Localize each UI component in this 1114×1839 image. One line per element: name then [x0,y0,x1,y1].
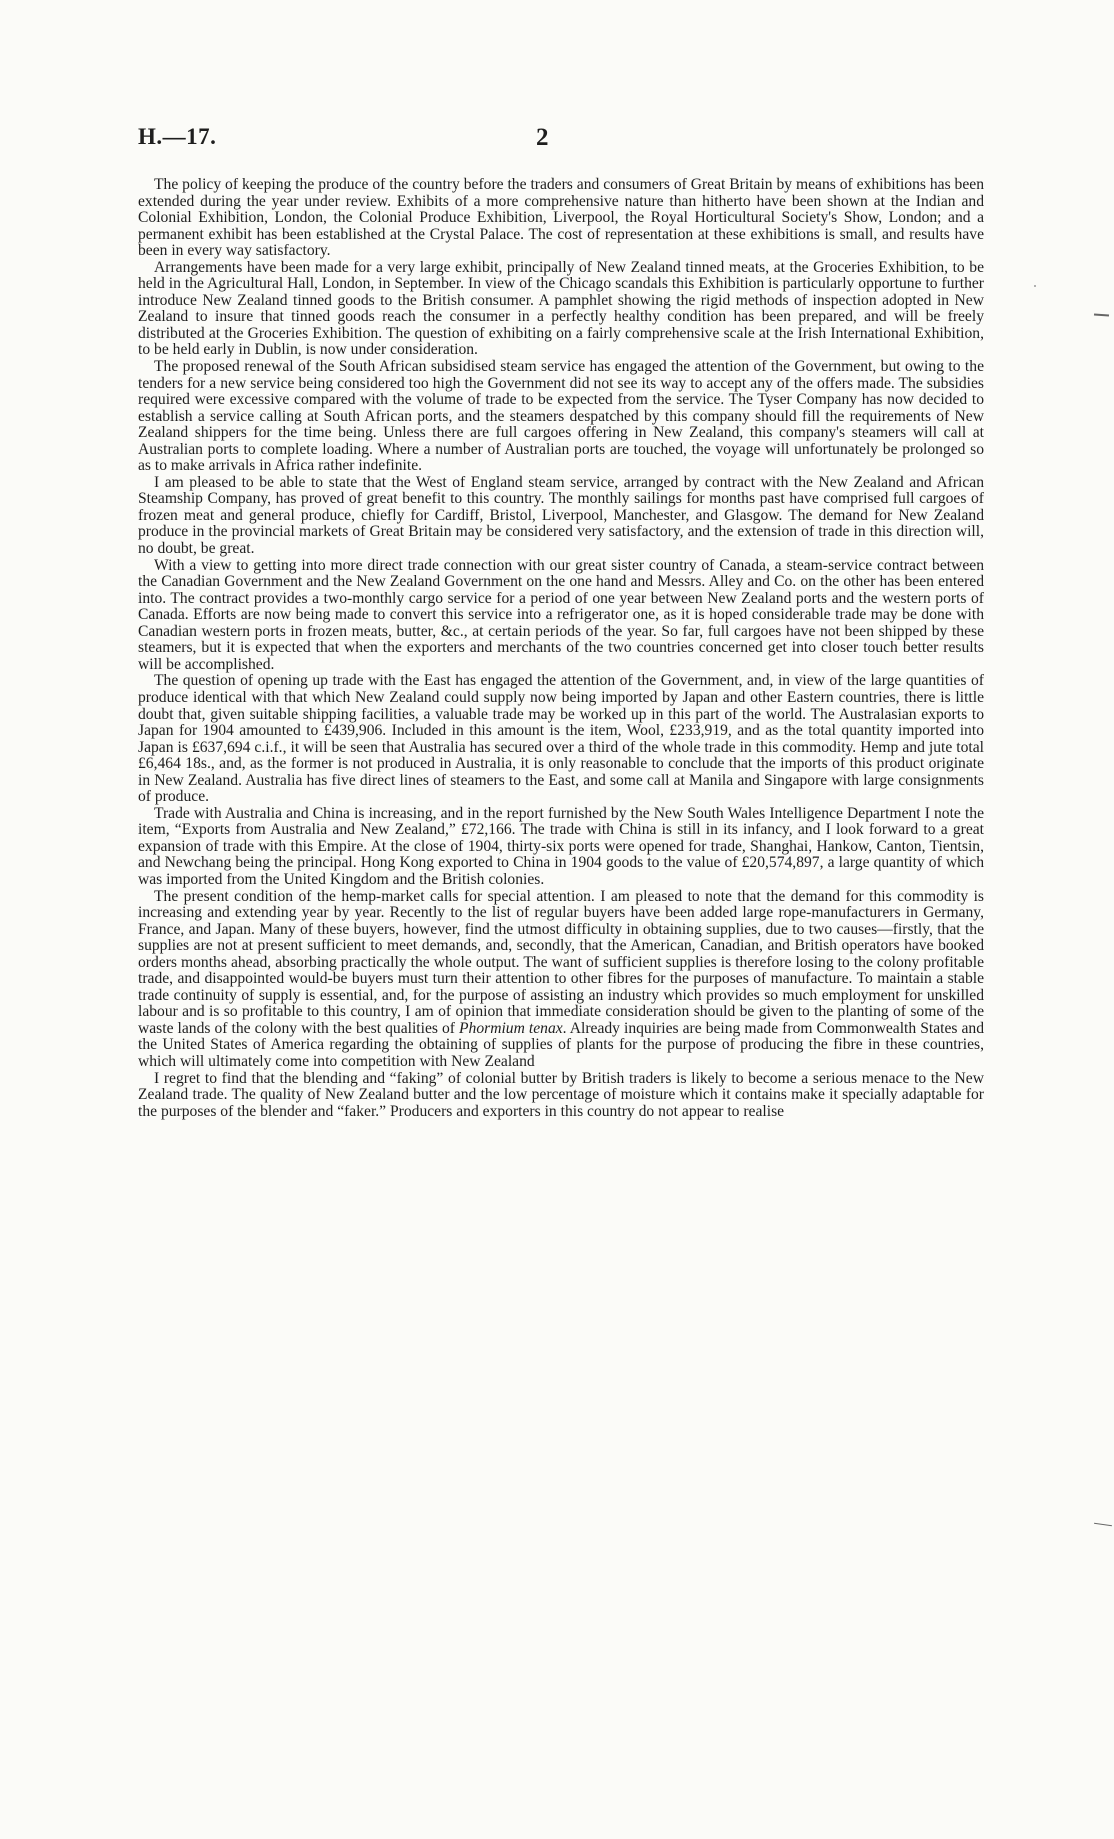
margin-mark [1094,1523,1112,1526]
paragraph-butter-faking: I regret to find that the blending and “faking” of colonial butter by British traders is likely to become a serious menace to the New Zealand trade. The quality of New Zealand butter and the low percentage of moisture which it contains make it specially adaptable for the purposes of the blender and “faker.” Producers and exporters in this country do not appear to realise [138,1069,984,1120]
margin-speck [1034,285,1036,287]
paragraph-canada-service: With a view to getting into more direct trade connection with our great sister country of Canada, a steam-service contract between the Canadian Government and the New Zealand Government on the one hand and Messrs. Alley and Co. on the other has been entered into. The contract provides a two-monthly cargo service for a period of one year between New Zealand ports and the western ports of Canada. Efforts are now being made to convert this service into a refrigerator one, as it is hoped considerable trade may be done with Canadian western ports in frozen meats, butter, &c., at certain periods of the year. So far, full cargoes have not been shipped by these steamers, but it is expected that when the exporters and merchants of the two countries concerned get into closer touch better results will be accomplished. [138,556,984,673]
hemp-text-end: . Already inquiries are being made from Commonwealth States and the United States of America regarding the obtaining of supplies of plants for the purpose of producing the fibre in these countries, which will ultimately come into competition with New Zealand [138,1019,984,1070]
hemp-text-start: The present condition of the hemp-market calls for special attention. I am pleased to note that the demand for this commodity is increasing and extending year by year. Recently to the list of regular buyers have been added large rope-manufacturers in Germany, France, and Japan. Many of these buyers, however, find the utmost difficulty in obtaining supplies, due to two causes—firstly, that the supplies are not at present sufficient to meet demands, and, secondly, that the American, Canadian, and British operators have booked orders months ahead, absorbing practically the whole output. The want of sufficient supplies is therefore losing to the colony profitable trade, and disappointed would-be buyers must turn their attention to other fibres for the purposes of manufacture. To maintain a stable trade continuity of supply is essential, and, for the purpose of assisting an industry which provides so much employment for unskilled labour and is so profitable to this country, I am of opinion that immediate consideration should be given to the planting of some of the waste lands of the colony with the best qualities of [138,887,984,1037]
margin-mark [1094,313,1109,316]
page-number: 2 [536,124,549,151]
paragraph-west-of-england-service: I am pleased to be able to state that the West of England steam service, arranged by contract with the New Zealand and African Steamship Company, has proved of great benefit to this country. The monthly sailings for months past have comprised full cargoes of frozen meat and general produce, chiefly for Cardiff, Bristol, Liverpool, Manchester, and Glasgow. The demand for New Zealand produce in the provincial markets of Great Britain may be considered very satisfactory, and the extension of trade in this direction will, no doubt, be great. [138,473,984,558]
species-name: Phormium tenax [459,1019,563,1037]
paragraph-groceries-exhibition: Arrangements have been made for a very large exhibit, principally of New Zealand tinned meats, at the Groceries Exhibition, to be held in the Agricultural Hall, London, in September. In view of the Chicago scandals this Exhibition is particularly opportune to further introduce New Zealand tinned goods to the British consumer. A pamphlet showing the rigid methods of inspection adopted in New Zealand to insure that tinned goods reach the consumer in a perfectly healthy condition has been prepared, and will be freely distributed at the Groceries Exhibition. The question of exhibiting on a fairly comprehensive scale at the Irish International Exhibition, to be held early in Dublin, is now under consideration. [138,258,984,359]
paragraph-south-african-service: The proposed renewal of the South African subsidised steam service has engaged the attention of the Government, but owing to the tenders for a new service being considered too high the Government did not see its way to accept any of the offers made. The subsidies required were excessive compared with the volume of trade to be expected from the service. The Tyser Company has now decided to establish a service calling at South African ports, and the steamers despatched by this company should fill the requirements of New Zealand shippers for the time being. Unless there are full cargoes offering in New Zealand, this company's steamers will call at Australian ports to complete loading. Where a number of Australian ports are touched, the voyage will unfortunately be prolonged so as to make arrivals in Africa rather indefinite. [138,358,984,475]
paragraph-hemp-market [138,889,984,1071]
paragraph-china-trade: Trade with Australia and China is increasing, and in the report furnished by the New South Wales Intelligence Department I note the item, “Exports from Australia and New Zealand,” £72,166. The trade with China is still in its infancy, and I look forward to a great expansion of trade with this Empire. At the close of 1904, thirty-six ports were opened for trade, Shanghai, Hankow, Canton, Tientsin, and Newchang being the principal. Hong Kong exported to China in 1904 goods to the value of £20,574,897, a large quantity of which was imported from the United Kingdom and the British colonies. [138,804,984,888]
page-header [138,124,978,158]
paragraph-exhibitions: The policy of keeping the produce of the country before the traders and consumers of Great Britain by means of exhibitions has been extended during the year under review. Exhibits of a more comprehensive nature than hitherto have been shown at the Indian and Colonial Exhibition, London, the Colonial Produce Exhibition, Liverpool, the Royal Horticultural Society's Show, London; and a permanent exhibit has been established at the Crystal Palace. The cost of representation at these exhibitions is small, and results have been in every way satisfactory. [138,176,984,260]
document-body [138,177,984,1120]
paragraph-eastern-trade: The question of opening up trade with the East has engaged the attention of the Government, and, in view of the large quantities of produce identical with that which New Zealand could supply now being imported by Japan and other Eastern countries, there is little doubt that, given suitable shipping facilities, a valuable trade may be worked up in this part of the world. The Australasian exports to Japan for 1904 amounted to £439,906. Included in this amount is the item, Wool, £233,919, and as the total quantity imported into Japan is £637,694 c.i.f., it will be seen that Australia has secured over a third of the whole trade in this commodity. Hemp and jute total £6,464 18s., and, as the former is not produced in Australia, it is only reasonable to conclude that the imports of this product originate in New Zealand. Australia has five direct lines of steamers to the East, and some call at Manila and Singapore with large consignments of produce. [138,672,984,806]
parliamentary-paper-reference: H.—17. [138,124,217,149]
